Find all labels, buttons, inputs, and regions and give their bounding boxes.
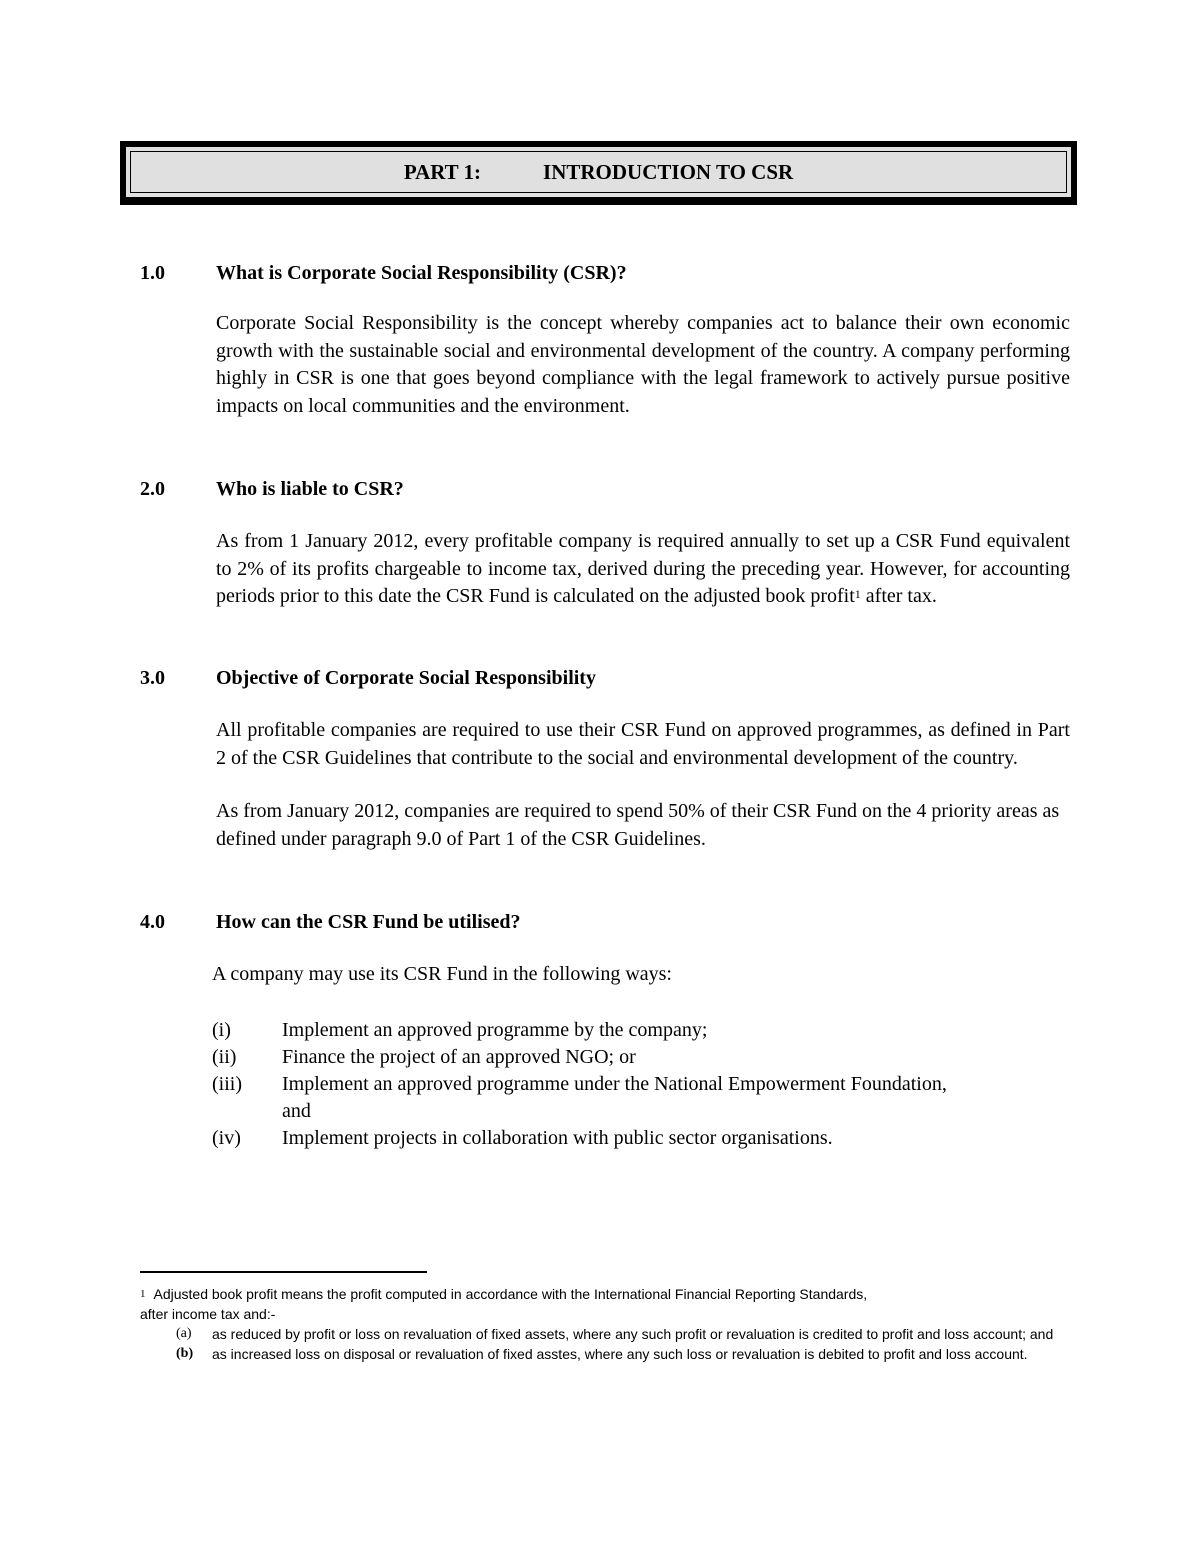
part-banner (120, 141, 1077, 205)
list-text: Finance the project of an approved NGO; or (282, 1045, 636, 1068)
section-paragraph (216, 528, 1070, 611)
footnote-item (176, 1344, 1060, 1364)
section-title: Who is liable to CSR? (216, 478, 404, 500)
list-item (212, 1125, 972, 1152)
list-marker: (i) (212, 1018, 231, 1041)
section-title: Objective of Corporate Social Responsibility (216, 667, 596, 689)
footnote-line (140, 1284, 1060, 1304)
footnote-item-text: as reduced by profit or loss on revaluation of fixed assets, where any such profit or revaluation is credited to profit and loss account; and (212, 1326, 1054, 1342)
section-1 (140, 260, 1070, 420)
section-paragraph: As from January 2012, companies are required to spend 50% of their CSR Fund on the 4 priority areas as defined under paragraph 9.0 of Part 1 of the CSR Guidelines. (216, 800, 1060, 850)
section-paragraph: Corporate Social Responsibility is the concept whereby companies act to balance their own economic growth with the sustainable social and environmental development of the country. A company performing highly in CSR is one that goes beyond compliance with the legal framework to actively pursue positive impacts on local communities and the environment. (216, 312, 1070, 417)
banner-title (404, 160, 793, 185)
footnote-divider (140, 1271, 427, 1273)
paragraph-text: As from 1 January 2012, every profitable company is required annually to set up a CSR Fund equivalent to 2% of its profits chargeable to income tax, derived during the preceding year. However, for accounting periods prior to this date the CSR Fund is calculated on the adjusted book profit (216, 530, 1070, 607)
list-marker: (iv) (212, 1126, 241, 1149)
section-heading (140, 476, 1070, 502)
section-number: 4.0 (140, 911, 165, 933)
footnote-line: after income tax and:- (140, 1306, 276, 1322)
section-number: 1.0 (140, 262, 165, 284)
footnote-item (176, 1324, 1060, 1344)
list-item (212, 1017, 972, 1044)
footnote-item-marker: (b) (176, 1346, 194, 1361)
paragraph-text-end: after tax. (860, 585, 937, 607)
footnote-item-marker: (a) (176, 1326, 192, 1341)
footnote-reference: 1 (854, 587, 861, 601)
banner-part-label: PART 1: (403, 159, 482, 184)
list-text: Implement an approved programme under the National Empowerment Foundation, and (282, 1072, 947, 1122)
list-item (212, 1071, 972, 1125)
footnote-item-text: as increased loss on disposal or revaluation of fixed asstes, where any such loss or revaluation is debited to profit and loss account. (212, 1346, 1028, 1362)
section-heading (140, 909, 1070, 935)
section-number: 2.0 (140, 478, 165, 500)
list-item (212, 1044, 972, 1071)
section-heading (140, 260, 1070, 286)
list-marker: (ii) (212, 1045, 237, 1068)
section-3 (140, 665, 1070, 853)
list-marker: (iii) (212, 1072, 242, 1095)
section-number: 3.0 (140, 667, 165, 689)
footnote-text: Adjusted book profit means the profit computed in accordance with the International Financial Reporting Standards, (153, 1286, 868, 1302)
footnote (140, 1284, 1060, 1364)
footnote-marker: 1 (140, 1288, 146, 1300)
section-4 (140, 909, 1070, 1152)
list-text: Implement projects in collaboration with public sector organisations. (282, 1126, 833, 1149)
section-2 (140, 476, 1070, 611)
section-heading (140, 665, 1070, 691)
section-paragraph: All profitable companies are required to use their CSR Fund on approved programmes, as defined in Part 2 of the CSR Guidelines that contribute to the social and environmental development of the country. (216, 719, 1070, 769)
banner-inner-frame (130, 151, 1067, 193)
banner-title-text: INTRODUCTION TO CSR (543, 159, 794, 184)
list-text: Implement an approved programme by the company; (282, 1018, 708, 1041)
section-intro: A company may use its CSR Fund in the following ways: (212, 963, 672, 985)
usage-list (212, 1017, 972, 1152)
section-title: How can the CSR Fund be utilised? (216, 911, 521, 933)
section-title: What is Corporate Social Responsibility (CSR)? (216, 262, 627, 284)
